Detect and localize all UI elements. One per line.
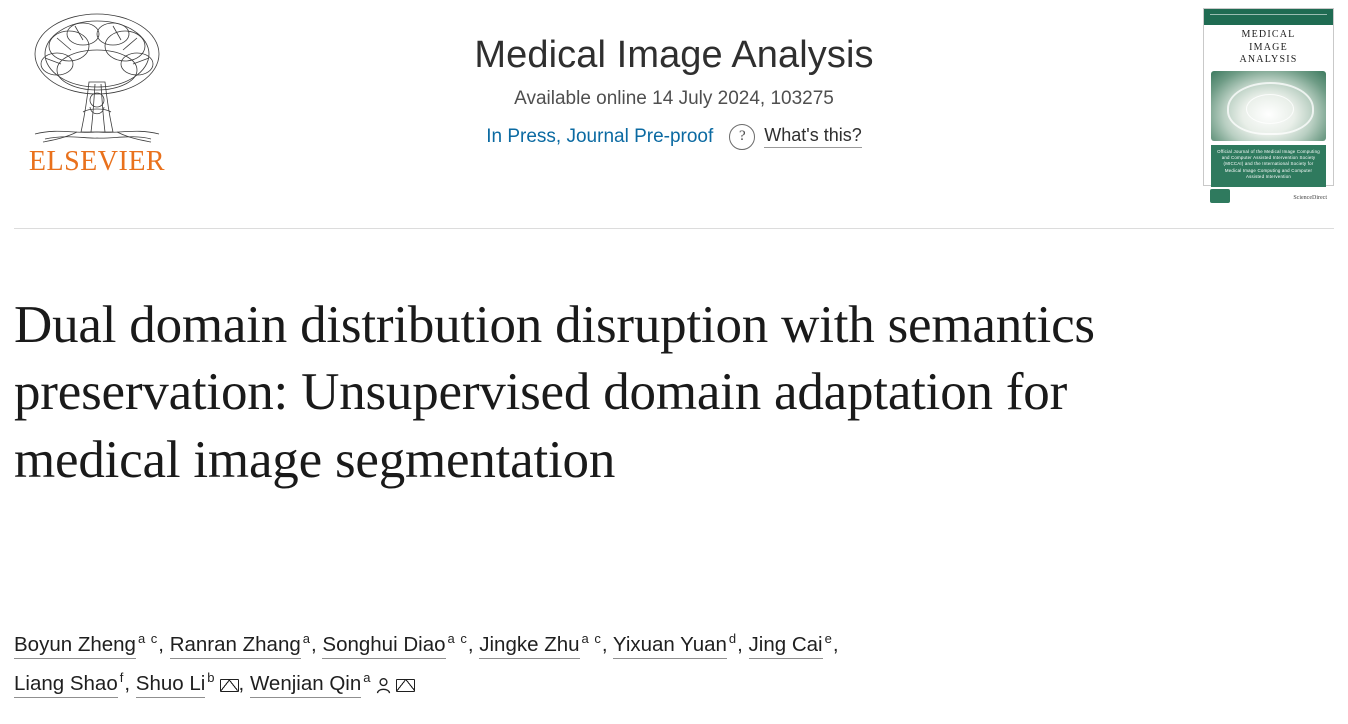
envelope-icon[interactable]	[396, 679, 415, 692]
cover-title-line-3: ANALYSIS	[1239, 54, 1298, 65]
journal-info-block	[0, 34, 1348, 150]
author-name[interactable]: Jing Cai	[749, 633, 823, 659]
cover-title-line-1: MEDICAL	[1241, 29, 1296, 40]
journal-header	[0, 0, 1348, 222]
question-mark-circle-icon: ?	[729, 124, 755, 150]
whats-this-label: What's this?	[764, 125, 861, 148]
author-separator: ,	[124, 671, 136, 695]
author-affiliation[interactable]: a c	[581, 631, 602, 647]
author-name[interactable]: Shuo Li	[136, 672, 206, 698]
author-name[interactable]: Wenjian Qin	[250, 672, 361, 698]
author-item	[170, 633, 311, 656]
author-separator: ,	[238, 671, 250, 695]
author-item	[613, 633, 737, 656]
whats-this-button[interactable]	[729, 124, 861, 150]
author-item	[14, 672, 124, 695]
author-name[interactable]: Boyun Zheng	[14, 633, 136, 659]
author-affiliation[interactable]: a	[363, 670, 372, 686]
author-name[interactable]: Yixuan Yuan	[613, 633, 727, 659]
author-item	[479, 633, 602, 656]
cover-title-lines	[1204, 25, 1333, 69]
author-affiliation[interactable]: f	[119, 670, 125, 686]
author-separator: ,	[467, 633, 480, 656]
author-separator: ,	[737, 633, 749, 656]
author-affiliation[interactable]: d	[728, 631, 738, 647]
cover-artwork	[1211, 71, 1326, 141]
author-name[interactable]: Jingke Zhu	[479, 633, 579, 659]
cover-footer	[1204, 187, 1333, 207]
author-affiliation[interactable]: a	[302, 631, 311, 647]
author-affiliation[interactable]: a c	[447, 631, 468, 647]
author-name[interactable]: Ranran Zhang	[170, 633, 301, 659]
author-item	[250, 672, 416, 695]
author-item	[14, 633, 158, 656]
author-affiliation[interactable]: a c	[137, 631, 159, 647]
journal-availability: Available online 14 July 2024, 103275	[514, 87, 834, 109]
author-list	[14, 626, 1334, 705]
cover-blurb: Official Journal of the Medical Image Computing and Computer Assisted Intervention Society (MICCAI) and the International Society for Medical Image Computing and Computer Assisted Intervention	[1211, 145, 1326, 187]
envelope-icon[interactable]	[220, 679, 239, 692]
author-name[interactable]: Songhui Diao	[322, 633, 445, 659]
cover-top-band	[1204, 9, 1333, 25]
person-icon[interactable]	[375, 666, 392, 705]
cover-brand-label: ScienceDirect	[1293, 195, 1327, 202]
in-press-link[interactable]: In Press, Journal Pre-proof	[486, 125, 714, 147]
elsevier-wordmark: ELSEVIER	[28, 146, 166, 177]
author-separator: ,	[158, 633, 170, 656]
cover-badge-icon	[1210, 189, 1230, 203]
author-name[interactable]: Liang Shao	[14, 672, 118, 698]
author-separator: ,	[311, 633, 323, 656]
page-title: Dual domain distribution disruption with semantics preservation: Unsupervised domain adaptation for medical image segmentation	[14, 295, 1095, 490]
author-item	[322, 633, 467, 656]
press-status-row	[0, 124, 1348, 150]
author-item	[136, 672, 239, 695]
cover-title-line-2: IMAGE	[1249, 41, 1288, 53]
author-affiliation[interactable]: b	[207, 670, 216, 686]
author-item	[749, 633, 833, 656]
author-separator: ,	[601, 633, 613, 656]
author-affiliation[interactable]: e	[824, 631, 833, 647]
author-separator: ,	[832, 633, 839, 656]
journal-cover-image[interactable]	[1203, 8, 1334, 202]
header-divider	[14, 228, 1334, 229]
journal-title[interactable]: Medical Image Analysis	[474, 34, 874, 76]
